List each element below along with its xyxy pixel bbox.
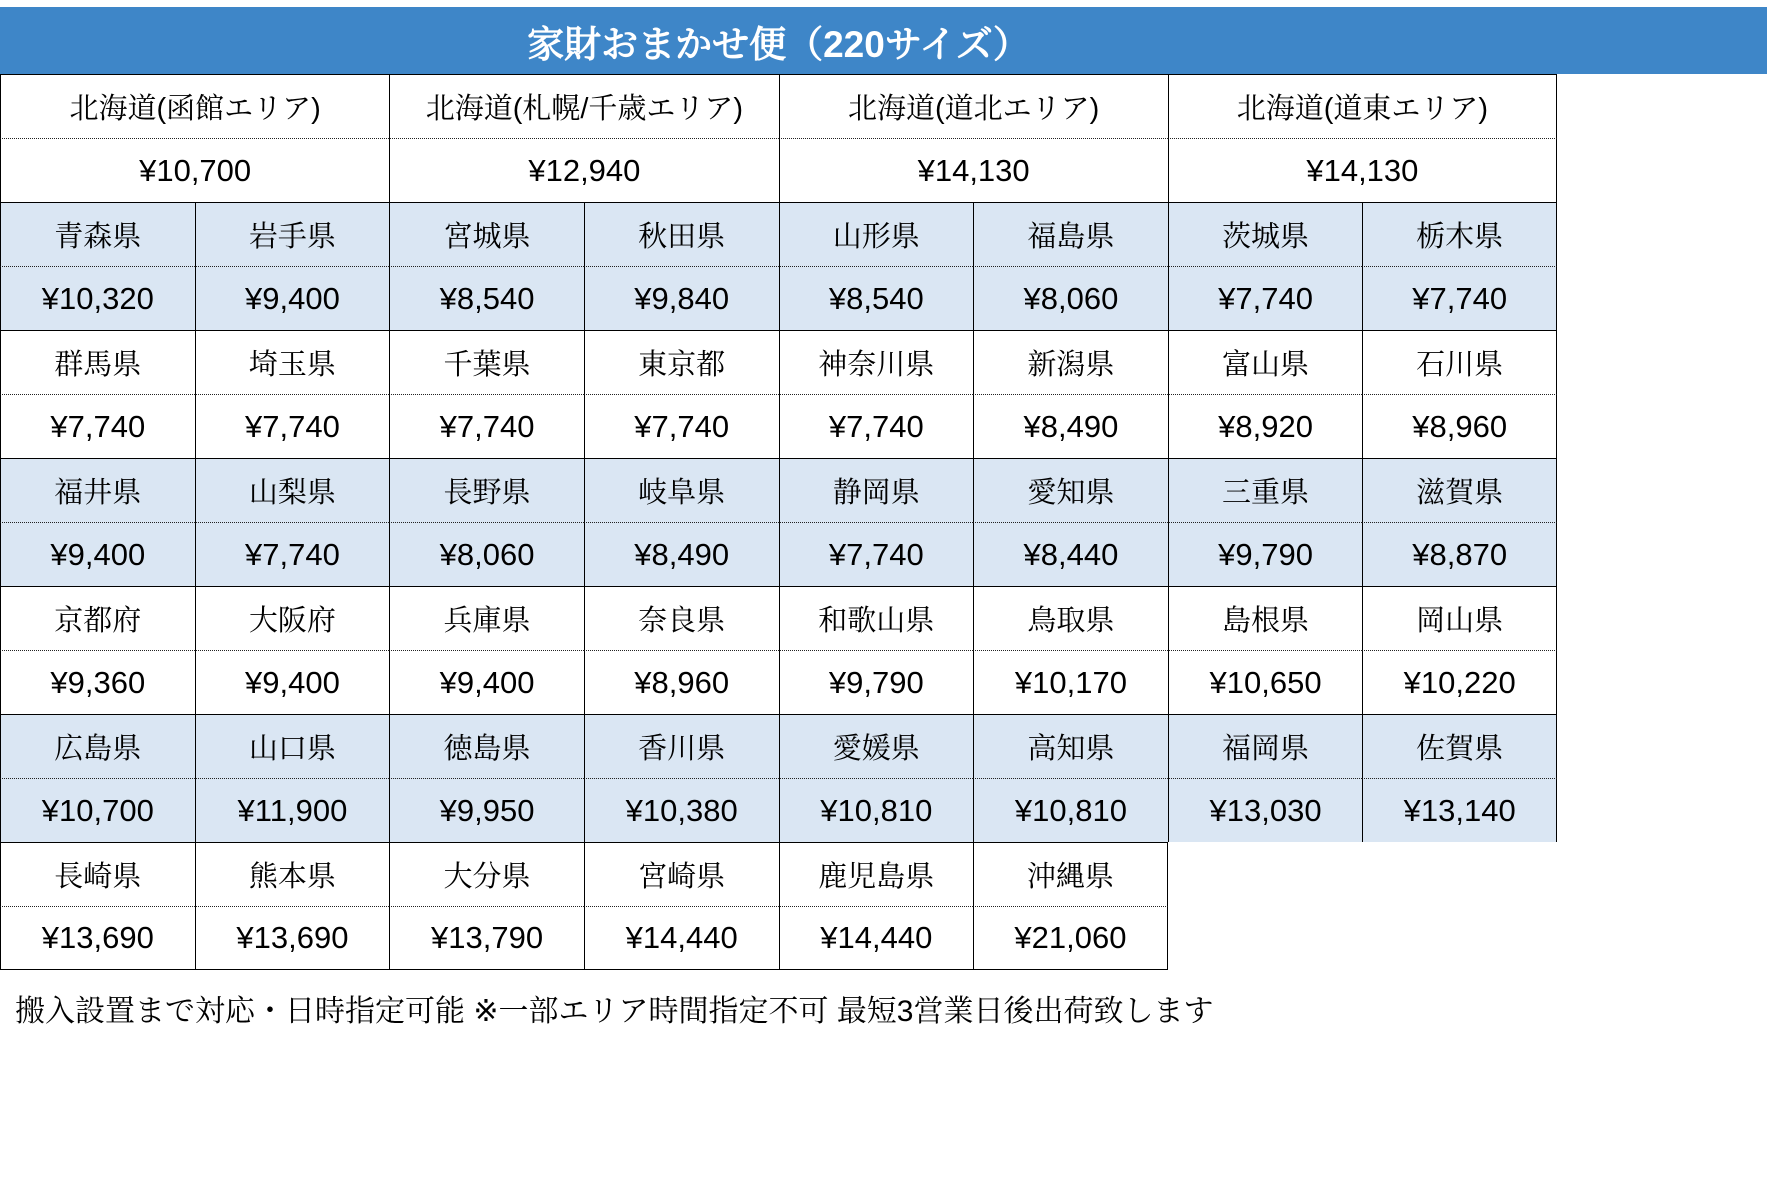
prefecture-cell: 山口県	[195, 714, 390, 778]
prefecture-cell: 福井県	[0, 458, 195, 522]
prefecture-cell: 三重県	[1168, 458, 1363, 522]
hokkaido-price-cell: ¥14,130	[779, 138, 1168, 202]
price-cell: ¥10,380	[584, 778, 779, 842]
page-title: 家財おまかせ便（220サイズ）	[527, 23, 1030, 65]
hokkaido-area-cell: 北海道(札幌/千歳エリア)	[389, 74, 778, 138]
price-cell: ¥9,400	[195, 266, 390, 330]
price-cell: ¥9,400	[389, 650, 584, 714]
prefecture-cell: 山梨県	[195, 458, 390, 522]
prefecture-cell: 栃木県	[1362, 202, 1557, 266]
prefecture-cell: 神奈川県	[779, 330, 974, 394]
prefecture-cell: 香川県	[584, 714, 779, 778]
price-cell: ¥8,060	[389, 522, 584, 586]
prefecture-cell: 埼玉県	[195, 330, 390, 394]
hokkaido-price-cell: ¥14,130	[1168, 138, 1557, 202]
price-cell: ¥13,690	[195, 906, 390, 970]
prefecture-cell: 長崎県	[0, 842, 195, 906]
prefecture-cell: 静岡県	[779, 458, 974, 522]
prefecture-cell: 秋田県	[584, 202, 779, 266]
prefecture-cell: 富山県	[1168, 330, 1363, 394]
price-cell: ¥7,740	[584, 394, 779, 458]
price-cell: ¥9,840	[584, 266, 779, 330]
prefecture-cell: 千葉県	[389, 330, 584, 394]
price-cell: ¥8,540	[389, 266, 584, 330]
price-cell: ¥7,740	[1168, 266, 1363, 330]
prefecture-cell: 岡山県	[1362, 586, 1557, 650]
price-cell: ¥9,790	[1168, 522, 1363, 586]
prefecture-cell: 大分県	[389, 842, 584, 906]
prefecture-cell: 鳥取県	[973, 586, 1168, 650]
price-cell: ¥9,360	[0, 650, 195, 714]
prefecture-cell: 徳島県	[389, 714, 584, 778]
prefecture-cell: 愛知県	[973, 458, 1168, 522]
price-table	[0, 74, 1557, 970]
price-cell: ¥8,960	[584, 650, 779, 714]
prefecture-cell: 石川県	[1362, 330, 1557, 394]
price-cell: ¥8,870	[1362, 522, 1557, 586]
prefecture-cell: 佐賀県	[1362, 714, 1557, 778]
price-cell: ¥10,650	[1168, 650, 1363, 714]
price-cell: ¥9,790	[779, 650, 974, 714]
price-cell: ¥9,400	[0, 522, 195, 586]
price-cell: ¥13,690	[0, 906, 195, 970]
hokkaido-area-cell: 北海道(道東エリア)	[1168, 74, 1557, 138]
prefecture-cell: 奈良県	[584, 586, 779, 650]
prefecture-cell: 長野県	[389, 458, 584, 522]
hokkaido-price-cell: ¥12,940	[389, 138, 778, 202]
prefecture-cell: 滋賀県	[1362, 458, 1557, 522]
price-cell: ¥7,740	[1362, 266, 1557, 330]
price-cell: ¥8,490	[973, 394, 1168, 458]
price-cell: ¥8,490	[584, 522, 779, 586]
price-cell: ¥9,950	[389, 778, 584, 842]
prefecture-cell: 島根県	[1168, 586, 1363, 650]
price-cell: ¥9,400	[195, 650, 390, 714]
price-cell: ¥7,740	[195, 394, 390, 458]
prefecture-cell: 熊本県	[195, 842, 390, 906]
prefecture-cell: 沖縄県	[973, 842, 1168, 906]
prefecture-cell: 愛媛県	[779, 714, 974, 778]
price-cell: ¥8,440	[973, 522, 1168, 586]
prefecture-cell: 鹿児島県	[779, 842, 974, 906]
price-cell: ¥8,540	[779, 266, 974, 330]
prefecture-cell: 大阪府	[195, 586, 390, 650]
prefecture-cell: 宮崎県	[584, 842, 779, 906]
title-bar	[0, 7, 1767, 74]
prefecture-cell: 高知県	[973, 714, 1168, 778]
hokkaido-area-cell: 北海道(函館エリア)	[0, 74, 389, 138]
price-cell: ¥13,030	[1168, 778, 1363, 842]
prefecture-cell: 福岡県	[1168, 714, 1363, 778]
hokkaido-price-cell: ¥10,700	[0, 138, 389, 202]
price-cell: ¥7,740	[0, 394, 195, 458]
prefecture-cell: 東京都	[584, 330, 779, 394]
price-cell: ¥7,740	[779, 394, 974, 458]
price-cell: ¥7,740	[195, 522, 390, 586]
prefecture-cell: 広島県	[0, 714, 195, 778]
prefecture-cell: 京都府	[0, 586, 195, 650]
price-cell: ¥10,810	[973, 778, 1168, 842]
price-cell: ¥10,700	[0, 778, 195, 842]
prefecture-cell: 新潟県	[973, 330, 1168, 394]
price-cell: ¥8,920	[1168, 394, 1363, 458]
price-cell: ¥10,320	[0, 266, 195, 330]
price-cell: ¥10,810	[779, 778, 974, 842]
prefecture-cell: 和歌山県	[779, 586, 974, 650]
prefecture-cell: 岐阜県	[584, 458, 779, 522]
price-cell: ¥10,170	[973, 650, 1168, 714]
prefecture-cell: 宮城県	[389, 202, 584, 266]
price-cell: ¥13,790	[389, 906, 584, 970]
price-cell: ¥10,220	[1362, 650, 1557, 714]
price-cell: ¥14,440	[779, 906, 974, 970]
price-cell: ¥13,140	[1362, 778, 1557, 842]
prefecture-cell: 青森県	[0, 202, 195, 266]
prefecture-cell: 山形県	[779, 202, 974, 266]
price-cell: ¥21,060	[973, 906, 1168, 970]
prefecture-cell: 茨城県	[1168, 202, 1363, 266]
prefecture-cell: 岩手県	[195, 202, 390, 266]
prefecture-cell: 兵庫県	[389, 586, 584, 650]
price-cell: ¥7,740	[779, 522, 974, 586]
price-cell: ¥11,900	[195, 778, 390, 842]
price-cell: ¥8,060	[973, 266, 1168, 330]
hokkaido-area-cell: 北海道(道北エリア)	[779, 74, 1168, 138]
prefecture-cell: 福島県	[973, 202, 1168, 266]
price-cell: ¥8,960	[1362, 394, 1557, 458]
footer-note: 搬入設置まで対応・日時指定可能 ※一部エリア時間指定不可 最短3営業日後出荷致します	[15, 995, 1214, 1028]
price-cell: ¥14,440	[584, 906, 779, 970]
price-cell: ¥7,740	[389, 394, 584, 458]
prefecture-cell: 群馬県	[0, 330, 195, 394]
